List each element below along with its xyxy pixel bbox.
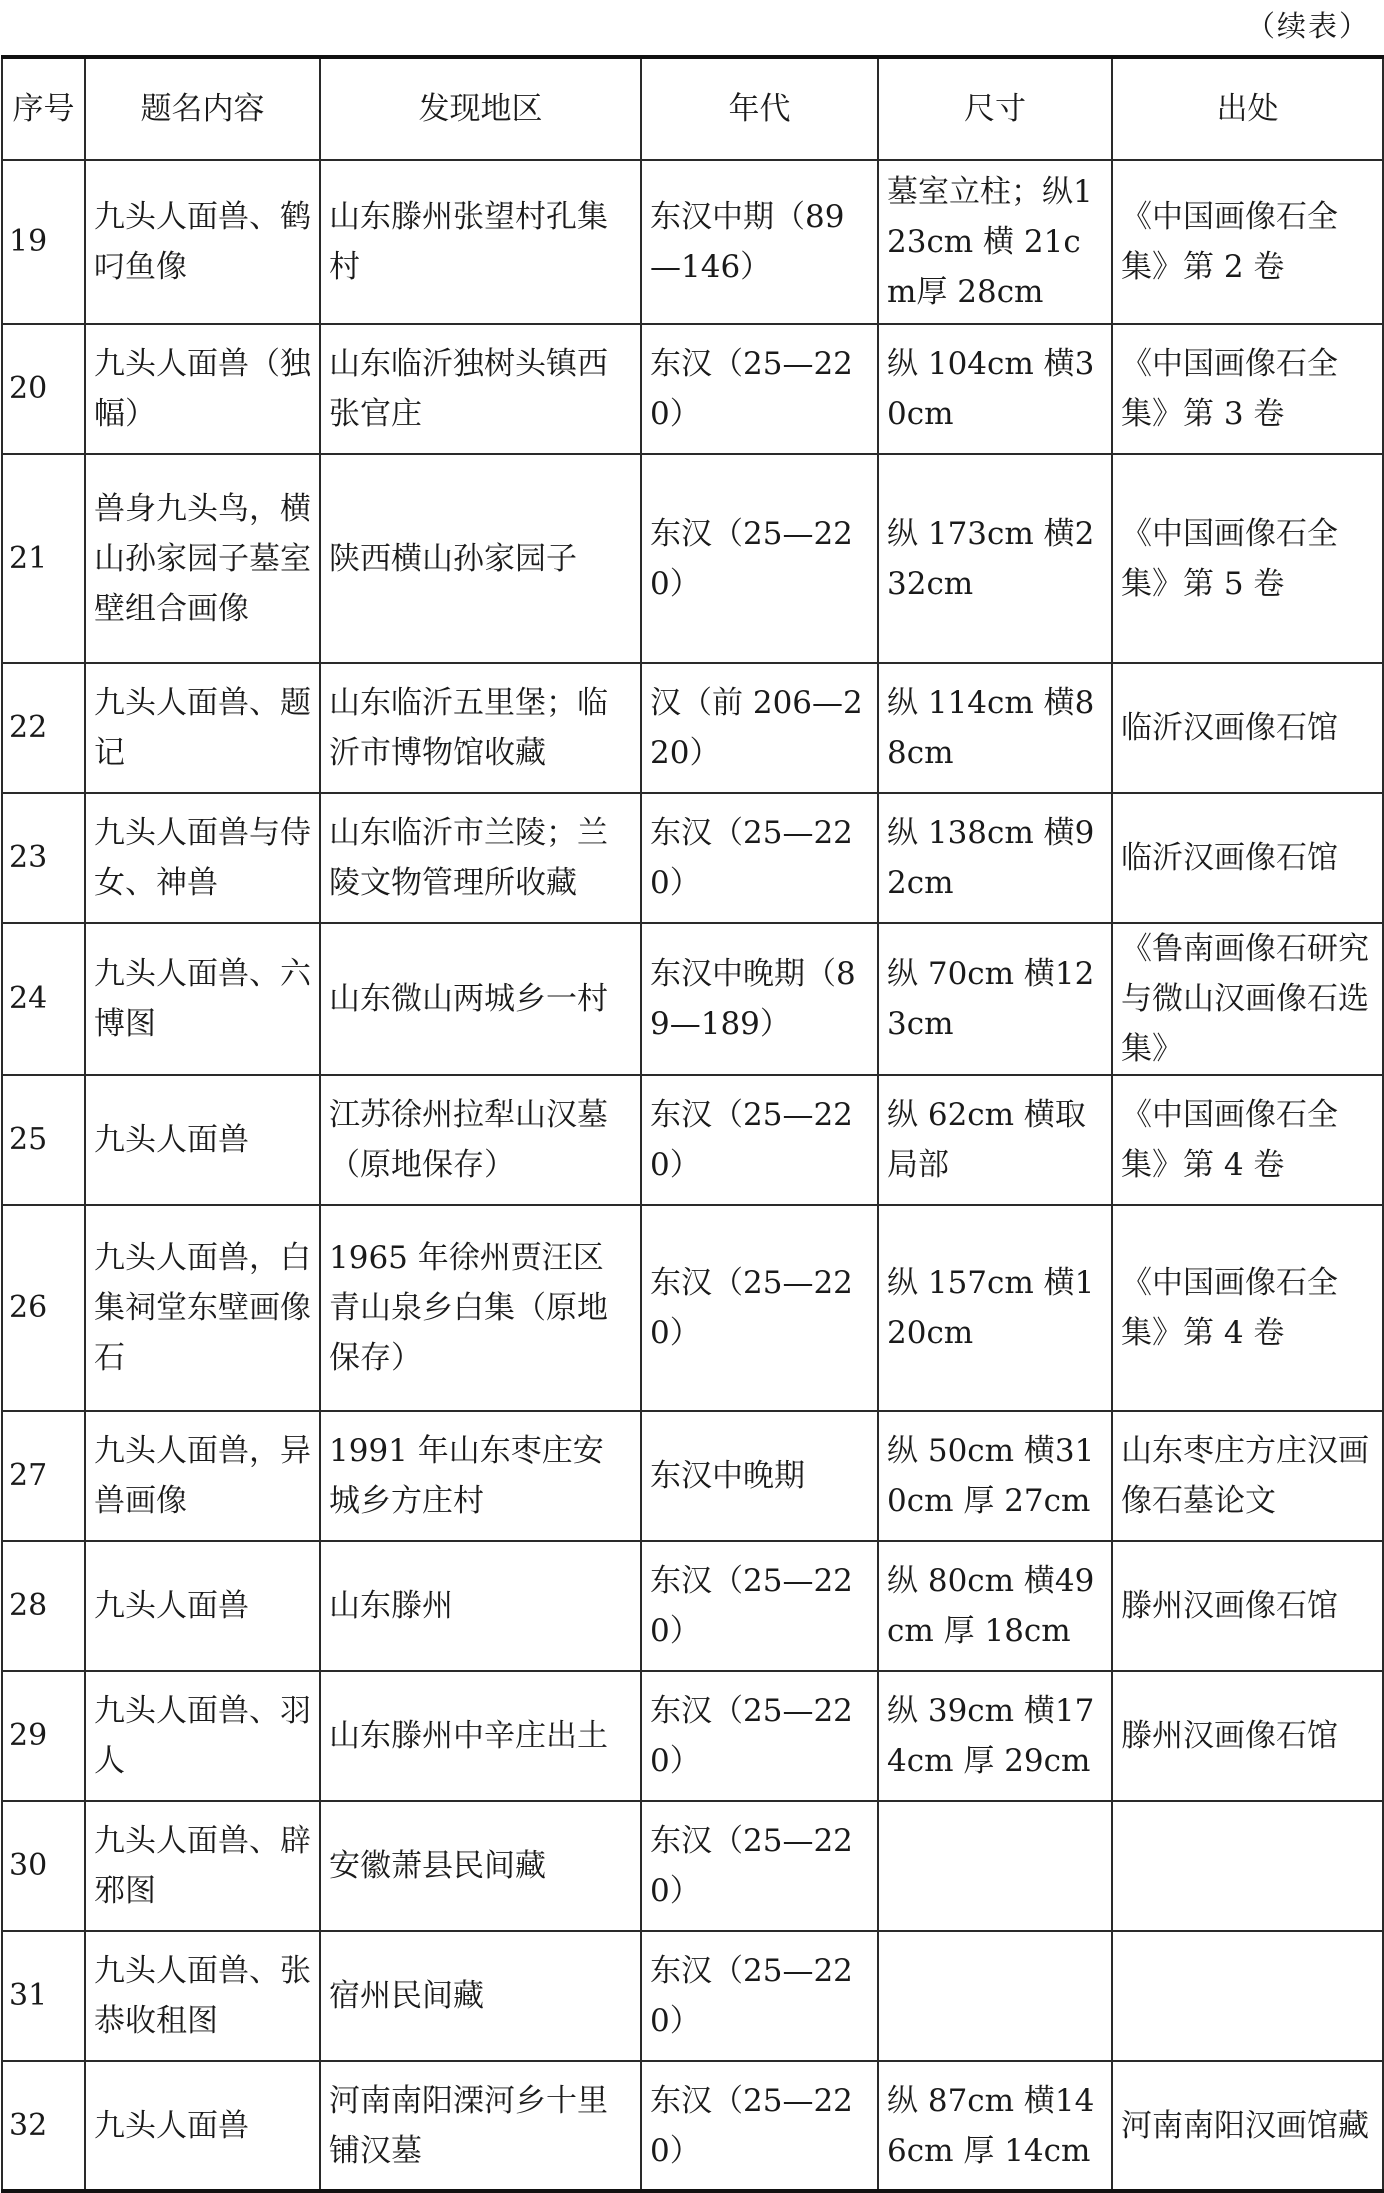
row-location-cell: 山东临沂市兰陵；兰陵文物管理所收藏 [320,793,641,923]
row-source-cell: 滕州汉画像石馆 [1112,1671,1383,1801]
row-size-cell: 纵 173cm 横232cm [878,454,1112,663]
row-size-cell: 纵 50cm 横310cm 厚 27cm [878,1411,1112,1541]
row-title-cell: 九头人面兽 [85,1541,320,1671]
row-era-cell: 东汉中晚期 [641,1411,878,1541]
row-location-cell: 山东滕州中辛庄出土 [320,1671,641,1801]
row-source-cell [1112,1801,1383,1931]
row-era-cell: 东汉（25—220） [641,1801,878,1931]
row-era-cell: 东汉（25—220） [641,793,878,923]
row-size-cell: 纵 114cm 横88cm [878,663,1112,793]
row-index-cell: 29 [2,1671,85,1801]
table-row [2,663,1383,793]
row-source-cell [1112,1931,1383,2061]
row-era-cell: 东汉（25—220） [641,454,878,663]
row-size-cell: 纵 39cm 横174cm 厚 29cm [878,1671,1112,1801]
row-location-cell: 1965 年徐州贾汪区青山泉乡白集（原地保存） [320,1205,641,1411]
row-title-cell: 九头人面兽、羽人 [85,1671,320,1801]
row-index-cell: 21 [2,454,85,663]
table-row [2,1801,1383,1931]
row-title-cell: 九头人面兽，异兽画像 [85,1411,320,1541]
row-era-cell: 东汉中期（89—146） [641,160,878,324]
row-era-cell: 东汉（25—220） [641,1931,878,2061]
table-row [2,923,1383,1075]
row-location-cell: 1991 年山东枣庄安城乡方庄村 [320,1411,641,1541]
row-location-cell: 河南南阳溧河乡十里铺汉墓 [320,2061,641,2191]
table-row [2,454,1383,663]
row-era-cell: 东汉（25—220） [641,1541,878,1671]
row-title-cell: 九头人面兽、六博图 [85,923,320,1075]
row-size-cell: 纵 138cm 横92cm [878,793,1112,923]
row-index-cell: 20 [2,324,85,454]
row-era-cell: 东汉（25—220） [641,324,878,454]
row-index-cell: 22 [2,663,85,793]
row-location-cell: 陕西横山孙家园子 [320,454,641,663]
header-era: 年代 [641,57,878,160]
table-row [2,160,1383,324]
header-title: 题名内容 [85,57,320,160]
table-header-row [2,57,1383,160]
table-row [2,1671,1383,1801]
row-size-cell [878,1931,1112,2061]
row-location-cell: 山东滕州 [320,1541,641,1671]
row-source-cell: 《中国画像石全集》第 4 卷 [1112,1075,1383,1205]
continued-label: （续表） [1245,9,1370,43]
table-row [2,1411,1383,1541]
row-title-cell: 九头人面兽、张恭收租图 [85,1931,320,2061]
row-location-cell: 山东滕州张望村孔集村 [320,160,641,324]
row-index-cell: 24 [2,923,85,1075]
row-source-cell: 《中国画像石全集》第 5 卷 [1112,454,1383,663]
relief-catalog-table [1,55,1384,2193]
row-era-cell: 东汉中晚期（89—189） [641,923,878,1075]
row-title-cell: 兽身九头鸟，横山孙家园子墓室壁组合画像 [85,454,320,663]
row-size-cell: 纵 70cm 横123cm [878,923,1112,1075]
table-row [2,1931,1383,2061]
row-source-cell: 《中国画像石全集》第 2 卷 [1112,160,1383,324]
row-era-cell: 汉（前 206—220） [641,663,878,793]
row-source-cell: 滕州汉画像石馆 [1112,1541,1383,1671]
row-location-cell: 安徽萧县民间藏 [320,1801,641,1931]
row-index-cell: 30 [2,1801,85,1931]
row-era-cell: 东汉（25—220） [641,1205,878,1411]
row-size-cell: 纵 104cm 横30cm [878,324,1112,454]
table-row [2,1205,1383,1411]
row-location-cell: 山东临沂独树头镇西张官庄 [320,324,641,454]
row-size-cell: 墓室立柱；纵123cm 横 21cm厚 28cm [878,160,1112,324]
row-title-cell: 九头人面兽 [85,2061,320,2191]
row-source-cell: 临沂汉画像石馆 [1112,793,1383,923]
row-title-cell: 九头人面兽 [85,1075,320,1205]
row-index-cell: 19 [2,160,85,324]
table-row [2,324,1383,454]
header-index: 序号 [2,57,85,160]
row-size-cell: 纵 62cm 横取局部 [878,1075,1112,1205]
row-size-cell: 纵 80cm 横49cm 厚 18cm [878,1541,1112,1671]
header-size: 尺寸 [878,57,1112,160]
row-era-cell: 东汉（25—220） [641,2061,878,2191]
row-source-cell: 山东枣庄方庄汉画像石墓论文 [1112,1411,1383,1541]
row-index-cell: 26 [2,1205,85,1411]
row-location-cell: 山东临沂五里堡；临沂市博物馆收藏 [320,663,641,793]
header-source: 出处 [1112,57,1383,160]
row-title-cell: 九头人面兽（独幅） [85,324,320,454]
row-index-cell: 31 [2,1931,85,2061]
row-title-cell: 九头人面兽与侍女、神兽 [85,793,320,923]
row-location-cell: 山东微山两城乡一村 [320,923,641,1075]
row-title-cell: 九头人面兽、鹤叼鱼像 [85,160,320,324]
row-index-cell: 32 [2,2061,85,2191]
table-row [2,1075,1383,1205]
row-title-cell: 九头人面兽，白集祠堂东壁画像石 [85,1205,320,1411]
row-era-cell: 东汉（25—220） [641,1671,878,1801]
row-size-cell: 纵 157cm 横120cm [878,1205,1112,1411]
row-size-cell: 纵 87cm 横146cm 厚 14cm [878,2061,1112,2191]
row-title-cell: 九头人面兽、题记 [85,663,320,793]
table-row [2,2061,1383,2191]
row-index-cell: 23 [2,793,85,923]
row-size-cell [878,1801,1112,1931]
row-location-cell: 宿州民间藏 [320,1931,641,2061]
row-index-cell: 25 [2,1075,85,1205]
row-location-cell: 江苏徐州拉犁山汉墓（原地保存） [320,1075,641,1205]
row-index-cell: 27 [2,1411,85,1541]
row-era-cell: 东汉（25—220） [641,1075,878,1205]
header-location: 发现地区 [320,57,641,160]
row-source-cell: 《中国画像石全集》第 3 卷 [1112,324,1383,454]
row-source-cell: 河南南阳汉画馆藏 [1112,2061,1383,2191]
row-source-cell: 《鲁南画像石研究与微山汉画像石选集》 [1112,923,1383,1075]
row-source-cell: 《中国画像石全集》第 4 卷 [1112,1205,1383,1411]
row-source-cell: 临沂汉画像石馆 [1112,663,1383,793]
table-row [2,793,1383,923]
table-row [2,1541,1383,1671]
row-index-cell: 28 [2,1541,85,1671]
row-title-cell: 九头人面兽、辟邪图 [85,1801,320,1931]
